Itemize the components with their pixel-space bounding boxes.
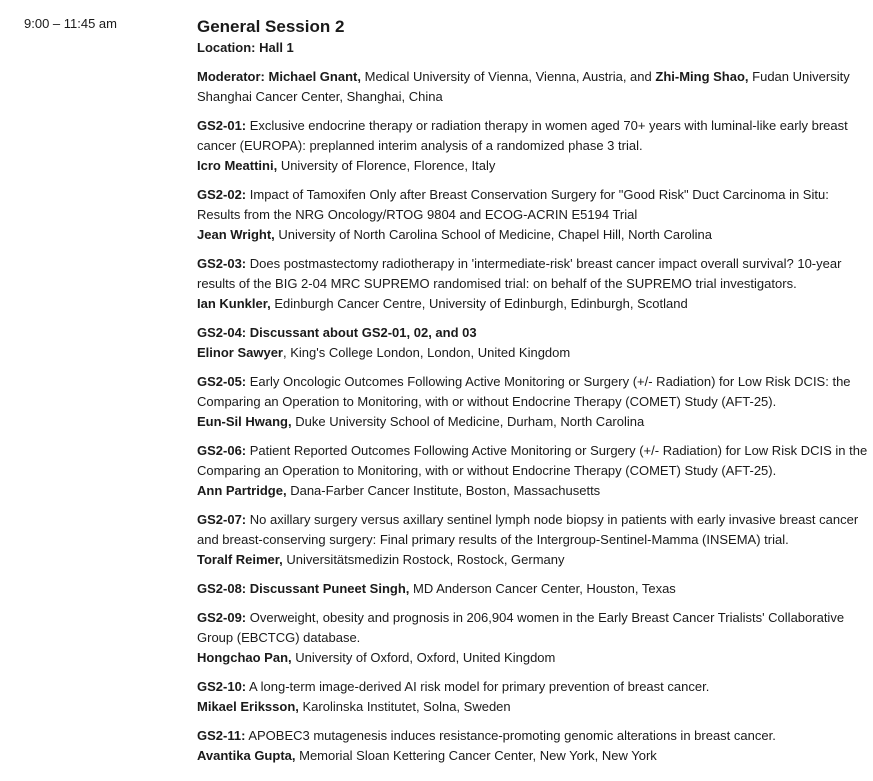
abstract-item-gs2-11 [197,726,873,766]
presenter-name: Eun-Sil Hwang, [197,414,292,429]
presenter-line [197,648,873,668]
presenter-name: Elinor Sawyer [197,345,283,360]
abstract-title-line [197,185,873,225]
abstract-title-line [197,372,873,412]
presenter-line [197,746,873,766]
abstract-title-line [197,323,873,343]
abstract-code: GS2-02: [197,187,247,202]
abstract-item-gs2-09 [197,608,873,668]
presenter-name: Ann Partridge, [197,483,287,498]
presenter-name: Toralf Reimer, [197,552,283,567]
abstract-code: GS2-10: [197,679,247,694]
presenter-name: Mikael Eriksson, [197,699,299,714]
abstract-title: APOBEC3 mutagenesis induces resistance-promoting genomic alterations in breast cancer. [248,728,776,743]
presenter-affiliation: University of North Carolina School of Medicine, Chapel Hill, North Carolina [278,227,712,242]
presenter-line [197,343,873,363]
abstract-item-gs2-02 [197,185,873,245]
abstract-title: Early Oncologic Outcomes Following Active Monitoring or Surgery (+/- Radiation) for Low Risk DCIS: the Comparing an Operation to Monitoring, with or without Endocrine Therapy (COMET) Study (AFT-25). [197,374,851,409]
abstract-item-gs2-07 [197,510,873,570]
abstract-item-gs2-01 [197,116,873,176]
session-content [197,16,873,775]
abstract-code: GS2-06: [197,443,247,458]
presenter-name: Icro Meattini, [197,158,278,173]
abstract-title: Does postmastectomy radiotherapy in 'intermediate-risk' breast cancer impact overall survival? 10-year results of the BIG 2-04 MRC SUPREMO randomised trial: on behalf of the SUPREMO trial investigators. [197,256,842,291]
abstract-code: GS2-09: [197,610,247,625]
abstract-code: GS2-07: [197,512,247,527]
presenter-affiliation: Memorial Sloan Kettering Cancer Center, New York, New York [299,748,657,763]
moderator-line [197,67,873,107]
moderator-label: Moderator: [197,69,265,84]
abstract-title: A long-term image-derived AI risk model for primary prevention of breast cancer. [249,679,710,694]
abstract-title-line [197,677,873,697]
abstract-item-gs2-10 [197,677,873,717]
presenter-line [197,481,873,501]
presenter-line [197,225,873,245]
abstract-code: GS2-05: [197,374,247,389]
abstract-title: Patient Reported Outcomes Following Active Monitoring or Surgery (+/- Radiation) for Low Risk DCIS in the Comparing an Operation to Monitoring, with or without Endocrine Therapy (COMET) Study (AFT-25). [197,443,868,478]
abstract-code: GS2-11: [197,728,246,743]
presenter-line [197,294,873,314]
abstract-title-line [197,116,873,156]
presenter-affiliation: Universitätsmedizin Rostock, Rostock, Germany [286,552,565,567]
abstract-title-line [197,510,873,550]
abstract-code: GS2-01: [197,118,247,133]
abstract-title: Impact of Tamoxifen Only after Breast Conservation Surgery for "Good Risk" Duct Carcinoma in Situ: Results from the NRG Oncology/RTOG 9804 and ECOG-ACRIN E5194 Trial [197,187,829,222]
presenter-name: Ian Kunkler, [197,296,271,311]
abstract-item-gs2-03 [197,254,873,314]
presenter-name: Avantika Gupta, [197,748,296,763]
presenter-affiliation: Dana-Farber Cancer Institute, Boston, Massachusetts [290,483,601,498]
presenter-name: Hongchao Pan, [197,650,292,665]
presenter-affiliation: Edinburgh Cancer Centre, University of Edinburgh, Edinburgh, Scotland [274,296,688,311]
session-time: 9:00 – 11:45 am [24,16,117,31]
presenter-line [197,156,873,176]
abstract-title-line [197,441,873,481]
discussant-affiliation: MD Anderson Cancer Center, Houston, Texas [413,581,676,596]
session-title: General Session 2 [197,17,345,36]
presenter-affiliation: University of Oxford, Oxford, United Kingdom [295,650,556,665]
abstract-code: GS2-03: [197,256,247,271]
abstract-title: Overweight, obesity and prognosis in 206,904 women in the Early Breast Cancer Trialists' Collaborative Group (EBCTCG) database. [197,610,845,645]
abstract-title: No axillary surgery versus axillary sentinel lymph node biopsy in patients with early invasive breast cancer and breast-conserving surgery: Final primary results of the Intergroup-Sentinel-Mamma (INSEMA) trial. [197,512,859,547]
presenter-line [197,550,873,570]
presenter-line [197,697,873,717]
presenter-name: Jean Wright, [197,227,275,242]
abstract-code: GS2-04: Discussant about GS2-01, 02, and 03 [197,325,477,340]
session-location: Location: Hall 1 [197,40,294,55]
abstract-title-line [197,254,873,294]
abstract-title-line [197,608,873,648]
abstract-item-gs2-05 [197,372,873,432]
presenter-affiliation: , King's College London, London, United Kingdom [282,345,571,360]
abstract-item-gs2-08 [197,579,873,599]
abstract-code: GS2-08: Discussant Puneet Singh, [197,581,410,596]
presenter-affiliation: Duke University School of Medicine, Durham, North Carolina [295,414,645,429]
presenter-line [197,412,873,432]
presenter-affiliation: Karolinska Institutet, Solna, Sweden [302,699,511,714]
abstract-item-gs2-04 [197,323,873,363]
abstract-title-line [197,726,873,746]
presenter-affiliation: University of Florence, Florence, Italy [280,158,496,173]
abstract-title-line [197,579,873,599]
moderator-name-2: Zhi-Ming Shao, [655,69,749,84]
moderator-affiliation-2: Fudan University Shanghai Cancer Center, Shanghai, China [197,69,850,104]
moderator-affiliation-1: Medical University of Vienna, Vienna, Austria, and [364,69,652,84]
moderator-name-1: Michael Gnant, [268,69,361,84]
abstract-title: Exclusive endocrine therapy or radiation therapy in women aged 70+ years with luminal-like early breast cancer (EUROPA): preplanned interim analysis of a randomized phase 3 trial. [197,118,848,153]
abstract-item-gs2-06 [197,441,873,501]
